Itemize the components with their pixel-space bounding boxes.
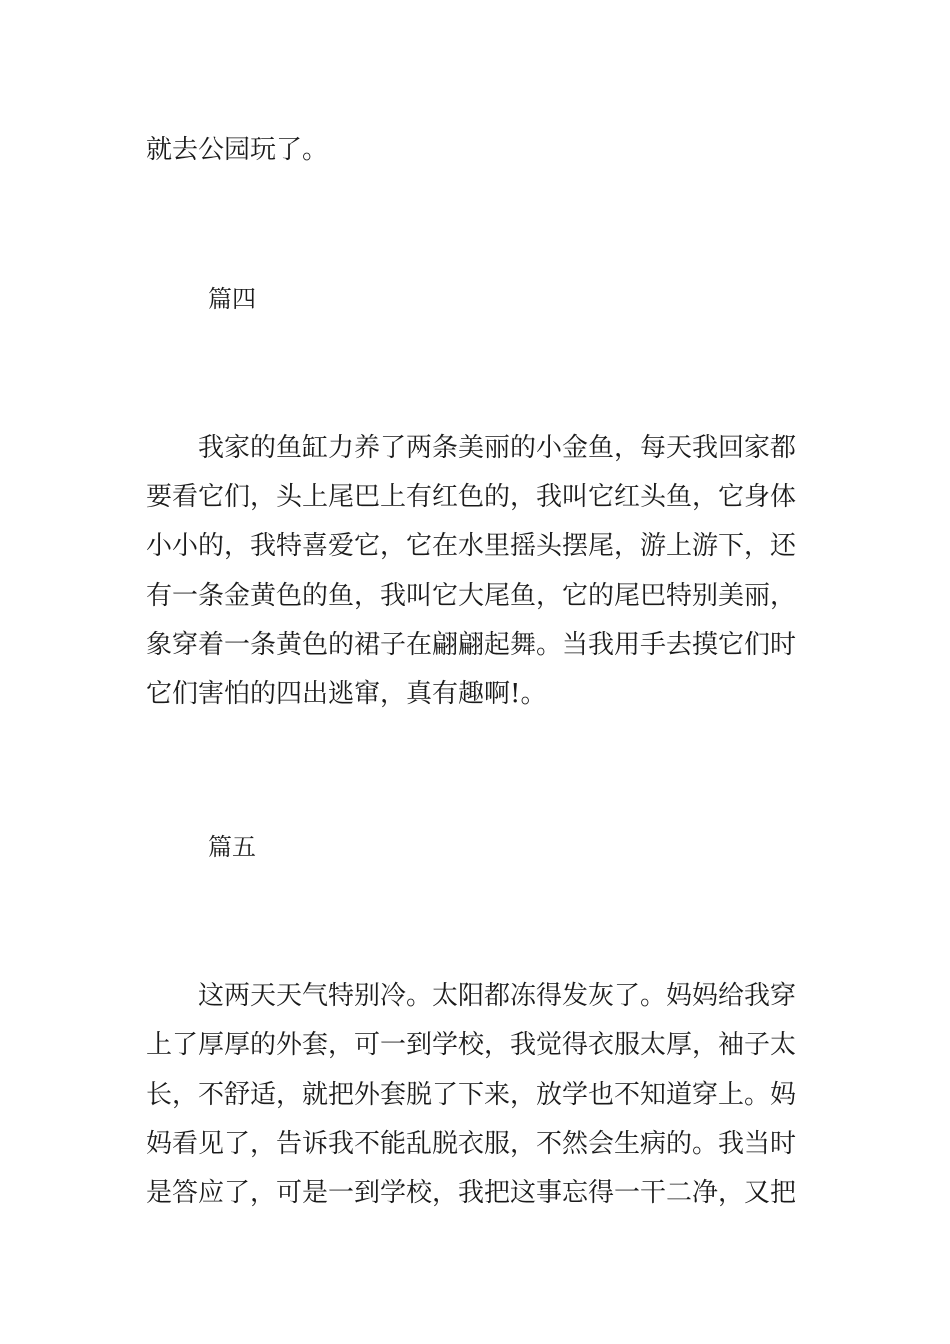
section-heading: 篇四	[208, 285, 256, 313]
paragraph-line: 它们害怕的四出逃窜，真有趣啊!。	[146, 679, 547, 709]
paragraph-line: 就去公园玩了。	[146, 135, 329, 165]
paragraph-line: 上了厚厚的外套，可一到学校，我觉得衣服太厚，袖子太	[146, 1030, 797, 1060]
paragraph-line: 是答应了，可是一到学校，我把这事忘得一干二净，又把	[146, 1178, 797, 1208]
section-heading: 篇五	[208, 833, 256, 861]
paragraph-line: 长，不舒适，就把外套脱了下来，放学也不知道穿上。妈	[146, 1080, 797, 1110]
paragraph-line: 象穿着一条黄色的裙子在翩翩起舞。当我用手去摸它们时	[146, 630, 797, 660]
paragraph-line: 这两天天气特别冷。太阳都冻得发灰了。妈妈给我穿	[198, 981, 797, 1011]
paragraph-line: 有一条金黄色的鱼，我叫它大尾鱼，它的尾巴特别美丽，	[146, 581, 797, 611]
paragraph-line: 妈看见了，告诉我不能乱脱衣服，不然会生病的。我当时	[146, 1129, 797, 1159]
paragraph-line: 要看它们，头上尾巴上有红色的，我叫它红头鱼，它身体	[146, 482, 797, 512]
paragraph-line: 我家的鱼缸力养了两条美丽的小金鱼，每天我回家都	[198, 433, 797, 463]
paragraph-line: 小小的，我特喜爱它，它在水里摇头摆尾，游上游下，还	[146, 531, 797, 561]
